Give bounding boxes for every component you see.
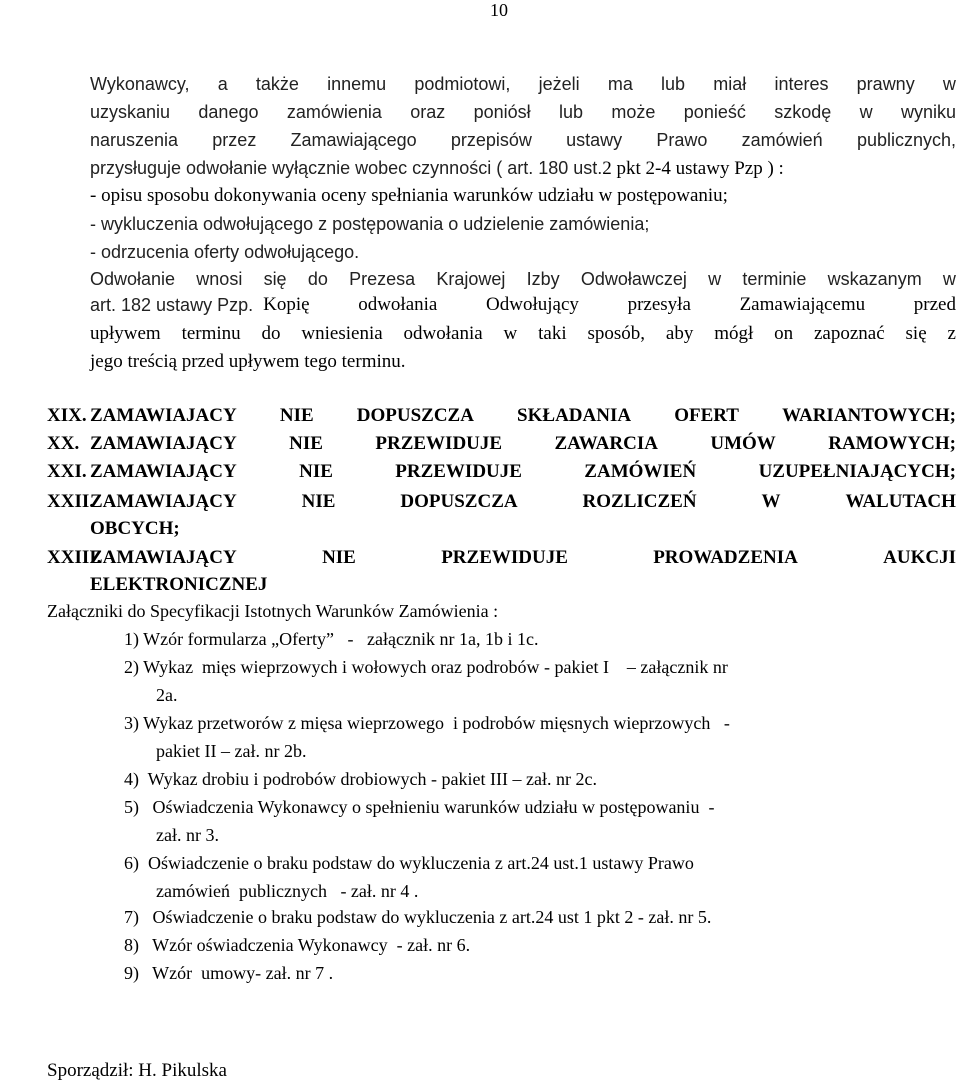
- appeal-l1-word: Odwołanie: [90, 269, 176, 289]
- intro-bullet-2: - wykluczenia odwołującego z postępowania o udzielenie zamówienia;: [90, 214, 650, 234]
- heading-word: AUKCJI: [883, 547, 956, 568]
- attachments-title: Załączniki do Specyfikacji Istotnych Warunków Zamówienia :: [47, 601, 499, 621]
- intro-l1-word: a: [217, 74, 228, 94]
- appeal-l3-word: mógł: [714, 323, 754, 344]
- heading-word: ZAMAWIAJĄCY: [90, 491, 237, 512]
- heading-word: WARIANTOWYCH;: [782, 405, 956, 426]
- appeal-l1-word: się: [263, 269, 287, 289]
- intro-l2-word: poniósł: [473, 102, 531, 122]
- appeal-l3-word: w: [503, 323, 518, 344]
- intro-l2-word: uzyskaniu: [90, 102, 171, 122]
- appeal-line-3: [90, 322, 956, 346]
- intro-l1-word: Wykonawcy,: [90, 74, 190, 94]
- heading-continuation: OBCYCH;: [90, 518, 180, 539]
- appeal-line-1: [90, 267, 956, 291]
- intro-l1-word: ma: [607, 74, 633, 94]
- intro-l1-word: miał: [713, 74, 747, 94]
- intro-l2-word: danego: [198, 102, 259, 122]
- attachment-item-continuation: 2a.: [156, 685, 178, 705]
- heading-word: UZUPEŁNIAJĄCYCH;: [758, 461, 956, 482]
- heading-text: [90, 490, 956, 514]
- heading-word: W: [761, 491, 781, 512]
- signature: Sporządził: H. Pikulska: [47, 1060, 227, 1081]
- appeal-l1-word: Izby: [526, 269, 560, 289]
- heading-word: DOPUSZCZA: [356, 405, 474, 426]
- intro-l2-word: zamówienia: [286, 102, 382, 122]
- attachment-item: 4) Wykaz drobiu i podrobów drobiowych - pakiet III – zał. nr 2c.: [124, 769, 597, 789]
- heading-word: ROZLICZEŃ: [582, 491, 697, 512]
- intro-l2-word: oraz: [410, 102, 446, 122]
- intro-line-4-serif: 2 pkt 2-4 ustawy Pzp ) :: [602, 158, 784, 179]
- heading-text: [90, 432, 956, 456]
- appeal-l1-word: Odwoławczej: [580, 269, 687, 289]
- intro-line-3: [90, 128, 956, 152]
- intro-line-4: [90, 156, 784, 181]
- heading-word: WALUTACH: [845, 491, 956, 512]
- attachment-item: 9) Wzór umowy- zał. nr 7 .: [124, 963, 334, 983]
- attachment-item: 2) Wykaz mięs wieprzowych i wołowych oraz podrobów - pakiet I – załącznik nr: [124, 657, 728, 677]
- attachment-item: 7) Oświadczenie o braku podstaw do wykluczenia z art.24 ust 1 pkt 2 - zał. nr 5.: [124, 907, 712, 927]
- heading-number: XXIII.: [47, 547, 102, 568]
- appeal-l1-word: wnosi: [196, 269, 243, 289]
- heading-text: [90, 546, 956, 570]
- appeal-line-2-serif: [263, 293, 956, 317]
- heading-word: NIE: [289, 433, 323, 454]
- attachment-item-continuation: zał. nr 3.: [156, 825, 219, 845]
- intro-line-2: [90, 100, 956, 124]
- appeal-l3-word: się: [905, 323, 927, 344]
- heading-number: XIX.: [47, 405, 87, 426]
- appeal-line-2: [90, 293, 956, 317]
- appeal-l3-word: wniesienia: [301, 323, 383, 344]
- heading-word: PRZEWIDUJE: [375, 433, 503, 454]
- appeal-l3-word: do: [261, 323, 281, 344]
- intro-l3-word: zamówień: [741, 130, 823, 150]
- appeal-l1-word: Prezesa: [349, 269, 416, 289]
- attachment-item: 6) Oświadczenie o braku podstaw do wykluczenia z art.24 ust.1 ustawy Prawo: [124, 853, 694, 873]
- appeal-l1-word: w: [708, 269, 722, 289]
- heading-word: ZAWARCIA: [554, 433, 658, 454]
- intro-l3-word: naruszenia: [90, 130, 179, 150]
- appeal-l3-word: on: [774, 323, 794, 344]
- appeal-line-2-sans: art. 182 ustawy Pzp.: [90, 295, 254, 315]
- appeal-l1-word: do: [307, 269, 328, 289]
- intro-l1-word: podmiotowi,: [414, 74, 511, 94]
- page-number: 10: [490, 0, 508, 20]
- appeal-l3-word: zapoznać: [813, 323, 885, 344]
- intro-l2-word: szkodę: [774, 102, 832, 122]
- intro-l1-word: także: [255, 74, 299, 94]
- appeal-l2-word: Kopię: [263, 294, 310, 315]
- appeal-l1-word: wskazanym: [827, 269, 922, 289]
- intro-l2-word: wyniku: [900, 102, 956, 122]
- appeal-l1-word: Krajowej: [436, 269, 506, 289]
- intro-bullet-1: - opisu sposobu dokonywania oceny spełniania warunków udziału w postępowaniu;: [90, 185, 728, 206]
- attachment-item: 5) Oświadczenia Wykonawcy o spełnieniu warunków udziału w postępowaniu -: [124, 797, 715, 817]
- intro-l2-word: może: [611, 102, 656, 122]
- attachment-item: 1) Wzór formularza „Oferty” - załącznik nr 1a, 1b i 1c.: [124, 629, 539, 649]
- heading-word: NIE: [301, 491, 336, 512]
- intro-l1-word: prawny: [856, 74, 915, 94]
- heading-word: ZAMAWIAJĄCY: [90, 547, 237, 568]
- attachment-item-continuation: pakiet II – zał. nr 2b.: [156, 741, 307, 761]
- intro-l3-word: ustawy: [566, 130, 623, 150]
- heading-word: UMÓW: [710, 433, 776, 454]
- heading-word: ZAMÓWIEŃ: [584, 461, 697, 482]
- intro-line-4-sans: przysługuje odwołanie wyłącznie wobec czynności ( art. 180 ust.: [90, 158, 603, 178]
- intro-l2-word: lub: [559, 102, 584, 122]
- intro-l1-word: jeżeli: [538, 74, 580, 94]
- intro-l3-word: przez: [212, 130, 257, 150]
- appeal-l3-word: odwołania: [403, 323, 483, 344]
- appeal-l3-word: taki: [538, 323, 567, 344]
- appeal-l2-word: odwołania: [358, 294, 438, 315]
- attachment-item: 8) Wzór oświadczenia Wykonawcy - zał. nr 6.: [124, 935, 471, 955]
- heading-text: [90, 460, 956, 484]
- heading-continuation: ELEKTRONICZNEJ: [90, 574, 268, 595]
- heading-word: NIE: [322, 547, 356, 568]
- appeal-l3-word: aby: [665, 323, 694, 344]
- intro-l1-word: interes: [774, 74, 829, 94]
- appeal-l1-word: w: [942, 269, 956, 289]
- intro-line-1: [90, 72, 956, 96]
- heading-word: PRZEWIDUJE: [441, 547, 568, 568]
- appeal-l2-word: przesyła: [627, 294, 691, 315]
- intro-l1-word: w: [942, 74, 956, 94]
- heading-word: DOPUSZCZA: [400, 491, 518, 512]
- heading-number: XX.: [47, 433, 80, 454]
- appeal-l3-word: terminu: [181, 323, 241, 344]
- heading-word: RAMOWYCH;: [828, 433, 956, 454]
- heading-word: ZAMAWIAJĄCY: [90, 433, 237, 454]
- appeal-l3-word: upływem: [90, 323, 161, 344]
- attachment-item: 3) Wykaz przetworów z mięsa wieprzowego i podrobów mięsnych wieprzowych -: [124, 713, 730, 733]
- heading-word: NIE: [299, 461, 333, 482]
- attachment-item-continuation: zamówień publicznych - zał. nr 4 .: [156, 881, 419, 901]
- intro-l3-word: przepisów: [450, 130, 532, 150]
- heading-word: NIE: [279, 405, 314, 426]
- appeal-l1-word: terminie: [742, 269, 807, 289]
- appeal-l2-word: przed: [913, 294, 956, 315]
- heading-number: XXII.: [47, 491, 94, 512]
- appeal-line-4: jego treścią przed upływem tego terminu.: [90, 351, 406, 372]
- appeal-l3-word: z: [947, 323, 956, 344]
- heading-word: ZAMAWIAJACY: [90, 405, 237, 426]
- appeal-l3-word: sposób,: [587, 323, 646, 344]
- heading-word: PRZEWIDUJE: [395, 461, 522, 482]
- intro-l3-word: Zamawiającego: [290, 130, 417, 150]
- intro-l1-word: innemu: [327, 74, 387, 94]
- heading-number: XXI.: [47, 461, 87, 482]
- heading-word: SKŁADANIA: [517, 405, 632, 426]
- intro-l1-word: lub: [661, 74, 686, 94]
- intro-l3-word: Prawo: [656, 130, 708, 150]
- intro-l3-word: publicznych,: [856, 130, 956, 150]
- heading-word: OFERT: [674, 405, 739, 426]
- intro-l2-word: ponieść: [683, 102, 746, 122]
- heading-word: PROWADZENIA: [653, 547, 798, 568]
- heading-word: ZAMAWIAJĄCY: [90, 461, 237, 482]
- intro-bullet-3: - odrzucenia oferty odwołującego.: [90, 242, 360, 262]
- intro-l2-word: w: [859, 102, 873, 122]
- appeal-l2-word: Zamawiającemu: [739, 294, 866, 315]
- appeal-l2-word: Odwołujący: [486, 294, 579, 315]
- heading-text: [90, 404, 956, 428]
